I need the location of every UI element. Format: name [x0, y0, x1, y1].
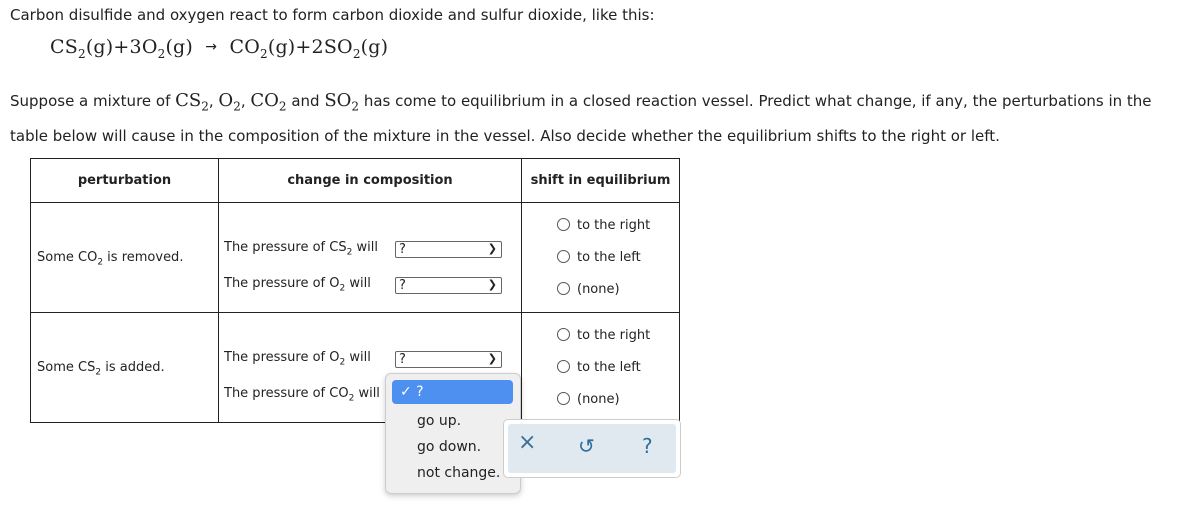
help-icon[interactable]: ? — [642, 434, 653, 458]
pressure-dropdown-menu — [385, 373, 521, 494]
clear-icon[interactable]: × — [518, 430, 537, 455]
radio-circle-icon — [557, 282, 570, 295]
composition-line-label: The pressure of $O_2$ will — [224, 276, 371, 294]
chevron-down-icon: ❯ — [487, 278, 497, 291]
pressure-select[interactable]: ? ❯ — [395, 277, 502, 294]
radio-circle-icon — [557, 392, 570, 405]
pressure-select[interactable]: ? ❯ — [395, 241, 502, 258]
undo-icon[interactable]: ↺ — [578, 434, 595, 458]
header-change-in-composition: change in composition — [219, 159, 522, 203]
header-shift-in-equilibrium: shift in equilibrium — [522, 159, 680, 203]
radio-to-the-right[interactable]: to the right — [557, 328, 650, 343]
radio-circle-icon — [557, 218, 570, 231]
table-row — [31, 203, 680, 313]
pressure-select[interactable]: ? ❯ — [395, 351, 502, 368]
composition-line-label: The pressure of $O_2$ will — [224, 350, 371, 368]
perturbation-label: Some $CO_2$ is removed. — [37, 250, 184, 268]
dropdown-option-not-change[interactable]: not change. — [417, 465, 501, 481]
chemical-equation: $CS_2(g)+3O_2(g) \to CO_2(g)+2SO_2(g)$ — [50, 36, 389, 61]
intro-text: Carbon disulfide and oxygen react to form carbon dioxide and sulfur dioxide, like this: — [10, 6, 655, 24]
radio-none[interactable]: (none) — [557, 392, 620, 407]
dropdown-option-go-up[interactable]: go up. — [417, 413, 462, 429]
radio-circle-icon — [557, 328, 570, 341]
table-row — [31, 313, 680, 423]
composition-line-label: The pressure of $CO_2$ will — [224, 386, 380, 404]
dropdown-option-go-down[interactable]: go down. — [417, 439, 482, 455]
dropdown-option-selected[interactable]: ✓ ? — [392, 380, 513, 404]
radio-to-the-left[interactable]: to the left — [557, 360, 641, 375]
chevron-down-icon: ❯ — [487, 352, 497, 365]
radio-to-the-right[interactable]: to the right — [557, 218, 650, 233]
radio-circle-icon — [557, 360, 570, 373]
instructions-paragraph: Suppose a mixture of $CS_2$, $O_2$, $CO_2$ and $SO_2$ has come to equilibrium in a closed reaction vessel. Predict what change, if any, the perturbations in the table below will cause in the composition of the mixture in the vessel. Also decide whether the equilibrium shifts to the right or left. — [10, 90, 1152, 145]
reaction-arrow-icon: → — [205, 39, 218, 55]
radio-none[interactable]: (none) — [557, 282, 620, 297]
chevron-down-icon: ❯ — [487, 242, 497, 255]
radio-to-the-left[interactable]: to the left — [557, 250, 641, 265]
perturbation-table — [30, 158, 680, 423]
header-perturbation: perturbation — [31, 159, 219, 203]
perturbation-label: Some $CS_2$ is added. — [37, 360, 165, 378]
composition-line-label: The pressure of $CS_2$ will — [224, 240, 378, 258]
radio-circle-icon — [557, 250, 570, 263]
answer-toolbar — [503, 419, 681, 478]
